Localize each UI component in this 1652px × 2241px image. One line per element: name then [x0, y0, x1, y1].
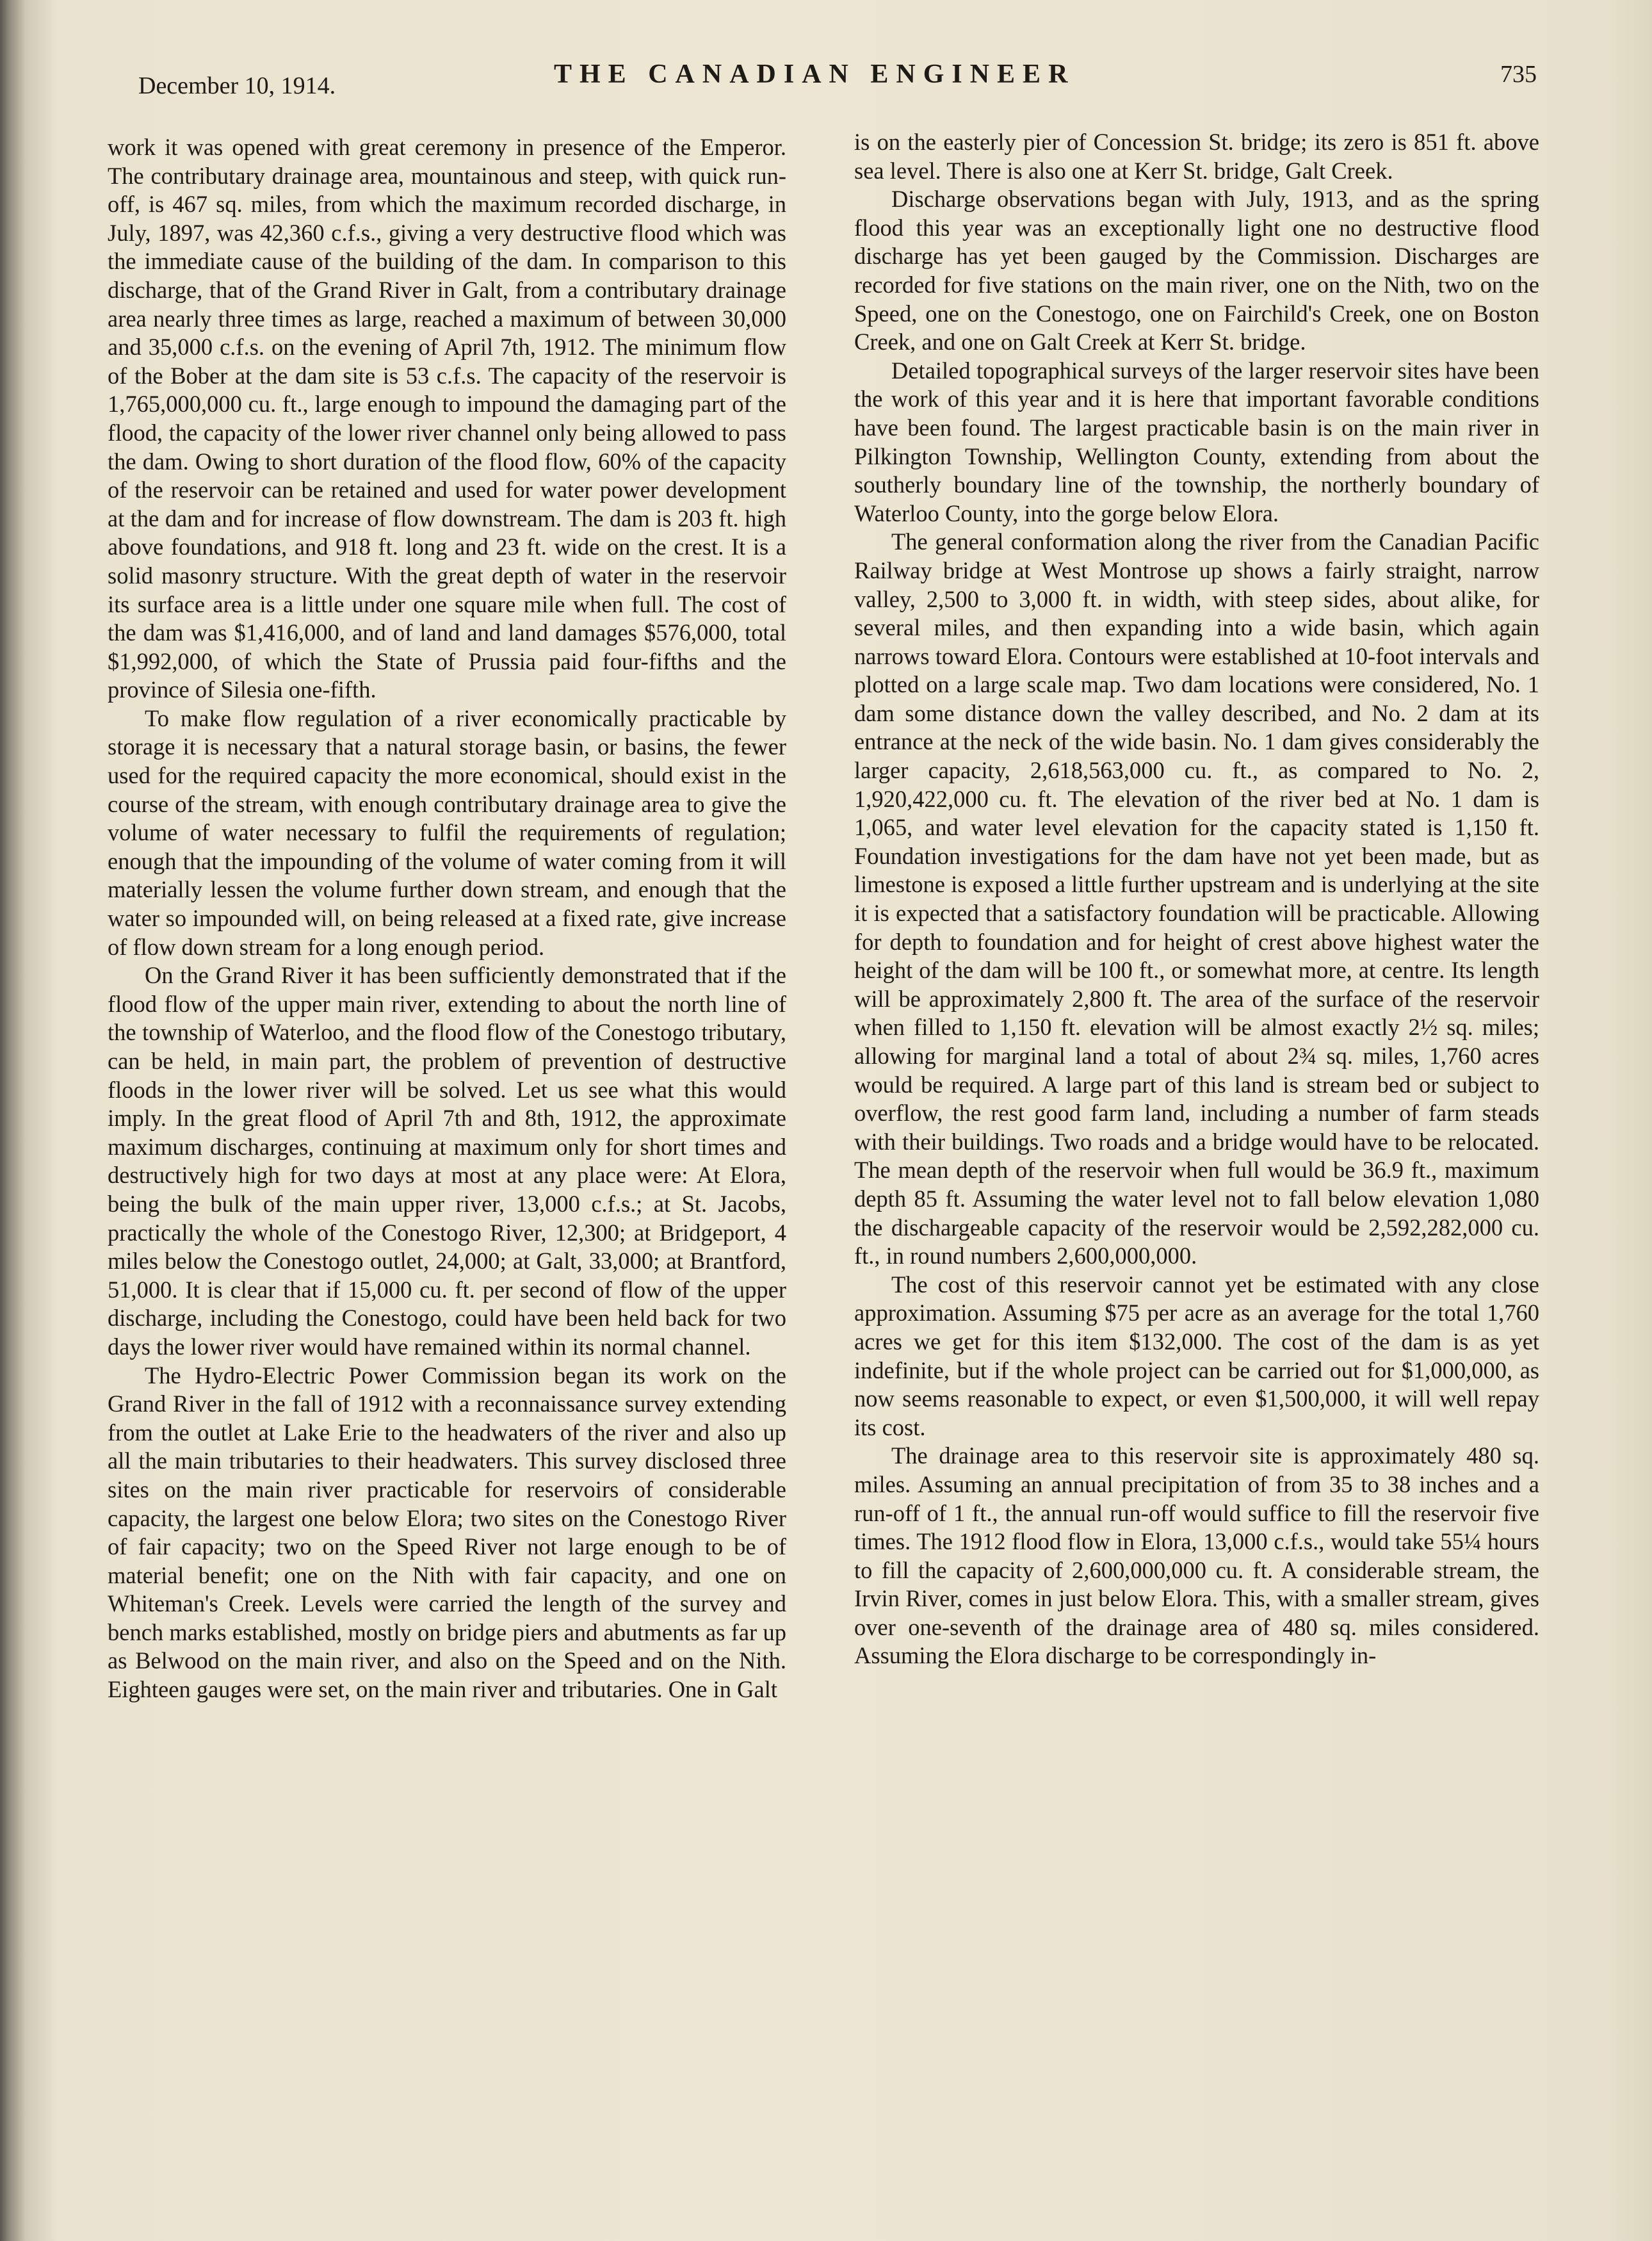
paragraph: The Hydro-Electric Power Commission began its work on the Grand River in the fall of 1912 with a reconnaissance survey extending from the outlet at Lake Erie to the headwaters of the river and also up all the main tributaries to their headwaters. This survey disclosed three sites on the main river practicable for reservoirs of considerable capacity, the largest one below Elora; two sites on the Conestogo River of fair capacity; two on the Speed River not large enough to be of material benefit; one on the Nith with fair capacity, and one on Whiteman's Creek. Levels were carried the length of the survey and bench marks established, mostly on bridge piers and abutments as far up as Belwood on the main river, and also on the Speed and on the Nith. Eighteen gauges were set, on the main river and tributaries. One in Galt: [108, 1362, 786, 1703]
paragraph: The cost of this reservoir cannot yet be estimated with any close approximation. Assuming $75 per acre as an average for the total 1,760 acres we get for this item $132,000. The cost of the dam is as yet indefinite, but if the whole project can be carried out for $1,000,000, as now seems reasonable to expect, or even $1,500,000, it will well repay its cost.: [854, 1271, 1539, 1440]
paragraph: The drainage area to this reservoir site is approximately 480 sq. miles. Assuming an annual precipitation of from 35 to 38 inches and a run-off of 1 ft., the annual run-off would suffice to fill the reservoir five times. The 1912 flood flow in Elora, 13,000 c.f.s., would take 55¼ hours to fill the capacity of 2,600,000,000 cu. ft. A considerable stream, the Irvin River, comes in just below Elora. This, with a smaller stream, gives over one-seventh of the drainage area of 480 sq. miles considered. Assuming the Elora discharge to be correspondingly in-: [854, 1442, 1539, 1669]
page-number: 735: [1500, 61, 1537, 88]
paragraph: Discharge observations began with July, 1913, and as the spring flood this year was an exceptionally light one no destructive flood discharge has yet been gauged by the Commission. Discharges are recorded for five stations on the main river, one on the Nith, two on the Speed, one on the Conestogo, one on Fairchild's Creek, one on Boston Creek, and one on Galt Creek at Kerr St. bridge.: [854, 186, 1539, 355]
paragraph: To make flow regulation of a river economically practicable by storage it is necessary that a natural storage basin, or basins, the fewer used for the required capacity the more economical, should exist in the course of the stream, with enough contributary drainage area to give the volume of water necessary to fulfil the requirements of regulation; enough that the impounding of the volume of water coming from it will materially lessen the volume further down stream, and enough that the water so impounded will, on being released at a fixed rate, give increase of flow down stream for a long enough period.: [108, 705, 786, 960]
journal-title: THE CANADIAN ENGINEER: [554, 60, 1076, 89]
paragraph: On the Grand River it has been sufficiently demonstrated that if the flood flow of the upper main river, extending to about the north line of the township of Waterloo, and the flood flow of the Conestogo tributary, can be held, in main part, the problem of prevention of destructive floods in the lower river will be solved. Let us see what this would imply. In the great flood of April 7th and 8th, 1912, the approximate maximum discharges, continuing at maximum only for short times and destructively high for two days at most at any place were: At Elora, being the bulk of the main upper river, 13,000 c.f.s.; at St. Jacobs, practically the whole of the Conestogo River, 12,300; at Bridgeport, 4 miles below the Conestogo outlet, 24,000; at Galt, 33,000; at Brantford, 51,000. It is clear that if 15,000 cu. ft. per second of flow of the upper discharge, including the Conestogo, could have been held back for two days the lower river would have remained within its normal channel.: [108, 962, 786, 1360]
issue-date: December 10, 1914.: [138, 72, 336, 99]
paragraph: Detailed topographical surveys of the larger reservoir sites have been the work of this year and it is here that important favorable conditions have been found. The largest practicable basin is on the main river in Pilkington Township, Wellington County, extending from about the southerly boundary line of the township, the northerly boundary of Waterloo County, into the gorge below Elora.: [854, 357, 1539, 526]
paragraph: is on the easterly pier of Concession St. bridge; its zero is 851 ft. above sea level. There is also one at Kerr St. bridge, Galt Creek.: [854, 129, 1539, 184]
paragraph: work it was opened with great ceremony in presence of the Emperor. The contributary drainage area, mountainous and steep, with quick run-off, is 467 sq. miles, from which the maximum recorded discharge, in July, 1897, was 42,360 c.f.s., giving a very destructive flood which was the immediate cause of the building of the dam. In comparison to this discharge, that of the Grand River in Galt, from a contributary drainage area nearly three times as large, reached a maximum of between 30,000 and 35,000 c.f.s. on the evening of April 7th, 1912. The minimum flow of the Bober at the dam site is 53 c.f.s. The capacity of the reservoir is 1,765,000,000 cu. ft., large enough to impound the damaging part of the flood, the capacity of the lower river channel only being allowed to pass the dam. Owing to short duration of the flood flow, 60% of the capacity of the reservoir can be retained and used for water power development at the dam and for increase of flow downstream. The dam is 203 ft. high above foundations, and 918 ft. long and 23 ft. wide on the crest. It is a solid masonry structure. With the great depth of water in the reservoir its surface area is a little under one square mile when full. The cost of the dam was $1,416,000, and of land and land damages $576,000, total $1,992,000, of which the State of Prussia paid four-fifths and the province of Silesia one-fifth.: [108, 134, 786, 703]
paragraph: The general conformation along the river from the Canadian Pacific Railway bridge at West Montrose up shows a fairly straight, narrow valley, 2,500 to 3,000 ft. in width, with steep sides, about alike, for several miles, and then expanding into a wide basin, which again narrows toward Elora. Contours were established at 10-foot intervals and plotted on a large scale map. Two dam locations were considered, No. 1 dam some distance down the valley described, and No. 2 dam at its entrance at the neck of the wide basin. No. 1 dam gives considerably the larger capacity, 2,618,563,000 cu. ft., as compared to No. 2, 1,920,422,000 cu. ft. The elevation of the river bed at No. 1 dam is 1,065, and water level elevation for the capacity stated is 1,150 ft. Foundation investigations for the dam have not yet been made, but as limestone is exposed a little further upstream and is underlying at the site it is expected that a satisfactory foundation will be practicable. Allowing for depth to foundation and for height of crest above highest water the height of the dam will be 100 ft., or somewhat more, at centre. Its length will be approximately 2,800 ft. The area of the surface of the reservoir when filled to 1,150 ft. elevation will be almost exactly 2½ sq. miles; allowing for marginal land a total of about 2¾ sq. miles, 1,760 acres would be required. A large part of this land is stream bed or subject to overflow, the rest good farm land, including a number of farm steads with their buildings. Two roads and a bridge would have to be relocated. The mean depth of the reservoir when full would be 36.9 ft., maximum depth 85 ft. Assuming the water level not to fall below elevation 1,080 the dischargeable capacity of the reservoir would be 2,592,282,000 cu. ft., in round numbers 2,600,000,000.: [854, 528, 1539, 1269]
left-column: [108, 133, 786, 1704]
running-header: [134, 59, 1537, 104]
right-column: [854, 128, 1539, 1670]
